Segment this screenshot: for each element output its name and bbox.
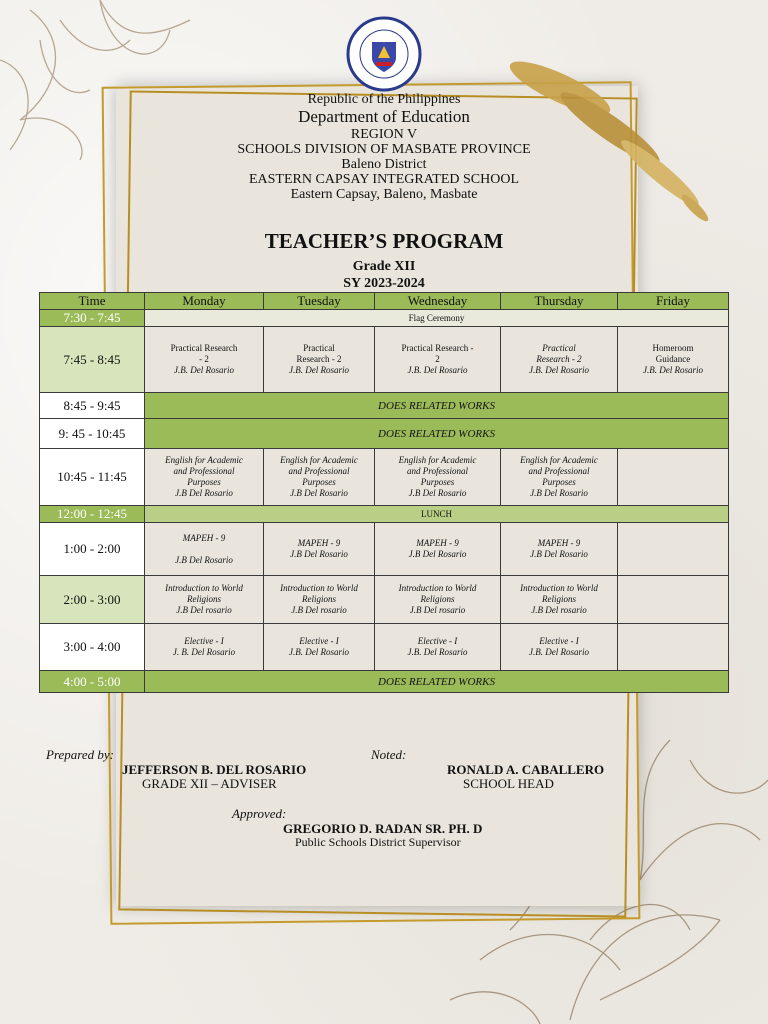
table-row <box>40 327 729 393</box>
time-cell: 4:00 - 5:00 <box>40 671 145 693</box>
class-cell: Practical Research - 2 J.B. Del Rosario <box>375 327 501 393</box>
class-cell: Practical Research - 2 J.B. Del Rosario <box>501 327 618 393</box>
class-cell: Practical Research - 2 J.B. Del Rosario <box>264 327 375 393</box>
republic-line: Republic of the Philippines <box>307 92 461 107</box>
deped-seal-logo <box>346 16 422 92</box>
time-cell: 9: 45 - 10:45 <box>40 419 145 449</box>
schedule-table <box>39 292 729 693</box>
empty-cell <box>618 576 729 624</box>
class-cell: Introduction to World Religions J.B Del rosario <box>145 576 264 624</box>
page-title: TEACHER’S PROGRAM <box>264 229 504 253</box>
related-works-cell: DOES RELATED WORKS <box>145 393 729 419</box>
empty-cell <box>618 523 729 576</box>
related-works-cell: DOES RELATED WORKS <box>145 671 729 693</box>
class-cell: MAPEH - 9 J.B Del Rosario <box>375 523 501 576</box>
class-cell: Introduction to World Religions J.B Del rosario <box>501 576 618 624</box>
column-header-thursday: Thursday <box>501 293 618 310</box>
class-cell: Elective - I J.B. Del Rosario <box>375 624 501 671</box>
division-line: SCHOOLS DIVISION OF MASBATE PROVINCE <box>237 142 531 157</box>
approved-name: GREGORIO D. RADAN SR. PH. D <box>283 821 483 836</box>
class-cell: Homeroom Guidance J.B. Del Rosario <box>618 327 729 393</box>
empty-cell <box>618 449 729 506</box>
lunch-cell: LUNCH <box>145 506 729 523</box>
class-cell: Elective - I J.B. Del Rosario <box>264 624 375 671</box>
empty-cell <box>618 624 729 671</box>
class-cell: MAPEH - 9 J.B Del Rosario <box>145 523 264 576</box>
table-row <box>40 523 729 576</box>
table-row <box>40 393 729 419</box>
table-row <box>40 419 729 449</box>
class-cell: MAPEH - 9 J.B Del Rosario <box>264 523 375 576</box>
address-line: Eastern Capsay, Baleno, Masbate <box>290 187 478 202</box>
time-cell: 3:00 - 4:00 <box>40 624 145 671</box>
class-cell: MAPEH - 9 J.B Del Rosario <box>501 523 618 576</box>
header-block <box>0 92 768 202</box>
prepared-by-name: JEFFERSON B. DEL ROSARIO <box>122 762 307 777</box>
class-cell: Elective - I J. B. Del Rosario <box>145 624 264 671</box>
table-row <box>40 624 729 671</box>
time-cell: 7:45 - 8:45 <box>40 327 145 393</box>
time-cell: 2:00 - 3:00 <box>40 576 145 624</box>
noted-label: Noted: <box>371 747 407 762</box>
class-cell: English for Academic and Professional Purposes J.B Del Rosario <box>501 449 618 506</box>
prepared-by-title: GRADE XII – ADVISER <box>142 776 277 791</box>
column-header-monday: Monday <box>145 293 264 310</box>
time-cell: 10:45 - 11:45 <box>40 449 145 506</box>
noted-title: SCHOOL HEAD <box>463 776 554 791</box>
school-year-label: SY 2023-2024 <box>343 276 425 291</box>
time-cell: 7:30 - 7:45 <box>40 310 145 327</box>
time-cell: 8:45 - 9:45 <box>40 393 145 419</box>
school-line: EASTERN CAPSAY INTEGRATED SCHOOL <box>248 172 520 187</box>
table-row <box>40 576 729 624</box>
column-header-friday: Friday <box>618 293 729 310</box>
department-line: Department of Education <box>298 107 470 126</box>
column-header-time: Time <box>40 293 145 310</box>
class-cell: English for Academic and Professional Purposes J.B Del Rosario <box>264 449 375 506</box>
class-cell: English for Academic and Professional Purposes J.B Del Rosario <box>375 449 501 506</box>
table-row <box>40 506 729 523</box>
approved-title: Public Schools District Supervisor <box>295 835 461 849</box>
time-cell: 1:00 - 2:00 <box>40 523 145 576</box>
prepared-by-label: Prepared by: <box>46 747 114 762</box>
class-cell: Introduction to World Religions J.B Del rosario <box>264 576 375 624</box>
region-line: REGION V <box>350 127 418 142</box>
column-header-wednesday: Wednesday <box>375 293 501 310</box>
class-cell: English for Academic and Professional Purposes J.B Del Rosario <box>145 449 264 506</box>
noted-name: RONALD A. CABALLERO <box>447 762 605 777</box>
approved-label: Approved: <box>232 806 287 821</box>
flag-ceremony-cell: Flag Ceremony <box>145 310 729 327</box>
class-cell: Introduction to World Religions J.B Del rosario <box>375 576 501 624</box>
related-works-cell: DOES RELATED WORKS <box>145 419 729 449</box>
class-cell: Elective - I J.B. Del Rosario <box>501 624 618 671</box>
table-row <box>40 449 729 506</box>
column-header-tuesday: Tuesday <box>264 293 375 310</box>
table-header-row <box>40 293 729 310</box>
table-row <box>40 310 729 327</box>
district-line: Baleno District <box>341 157 427 172</box>
table-row <box>40 671 729 693</box>
grade-label: Grade XII <box>352 259 416 274</box>
time-cell: 12:00 - 12:45 <box>40 506 145 523</box>
class-cell: Practical Research - 2 J.B. Del Rosario <box>145 327 264 393</box>
